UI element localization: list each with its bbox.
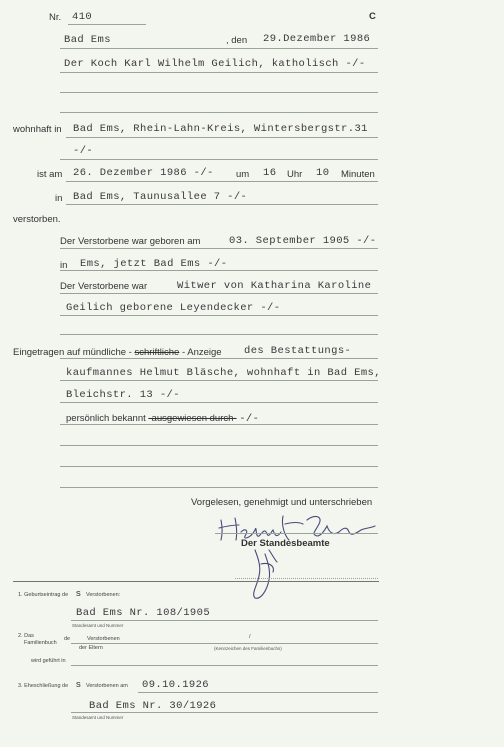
footer-birth-caption: Standesamt und Nummer [72, 623, 124, 628]
register-date: 29.Dezember 1986 [263, 33, 371, 45]
verstorben-label: verstorben. [13, 214, 61, 225]
uhr-label: Uhr [287, 169, 303, 180]
footer-wird-label: wird geführt in [31, 658, 66, 664]
birth-date: 03. September 1905 -/- [229, 235, 377, 247]
death-date: 26. Dezember 1986 -/- [73, 167, 214, 179]
status-line-2: Geilich geborene Leyendecker -/- [66, 302, 281, 314]
footer-marriage-entry: Bad Ems Nr. 30/1926 [89, 700, 217, 712]
footer-slash: / [249, 634, 251, 640]
footer-marriage-label: 3. Eheschließung de [18, 683, 69, 689]
footer-verstorbenen-label: Verstorbenen [87, 636, 120, 642]
report-prefix [13, 347, 222, 358]
status-label: Der Verstorbene war [60, 281, 148, 292]
footer-marriage-date: 09.10.1926 [142, 679, 210, 691]
status-line-1: Witwer von Katharina Karoline [177, 280, 372, 292]
known-label: persönlich bekannt [66, 413, 146, 424]
residence-label: wohnhaft in [13, 124, 62, 135]
footer-das-label: 2. Das [18, 633, 34, 639]
known-struck: -ausgewiesen durch- [148, 413, 237, 424]
den-label: , den [226, 35, 248, 46]
minuten-label: Minuten [341, 169, 375, 180]
official-title: Der Standesbeamte [241, 538, 330, 549]
ist-am-label: ist am [37, 169, 63, 180]
birth-in-label: in [60, 260, 68, 271]
nr-label: Nr. [49, 12, 62, 23]
report-suffix-text: - Anzeige [181, 347, 222, 358]
footer-marriage-suffix: Verstorbenen am [86, 683, 128, 689]
report-line-2: kaufmannes Helmut Bläsche, wohnhaft in Bad Ems, [66, 367, 381, 379]
corner-letter: C [369, 11, 376, 22]
residence-line-1: Bad Ems, Rhein-Lahn-Kreis, Wintersbergstr.31 [73, 123, 368, 135]
residence-line-2: -/- [73, 145, 94, 157]
closing-text: Vorgelesen, genehmigt und unterschrieben [191, 497, 373, 508]
footer-de-label: de [64, 636, 71, 642]
known-typed: -/- [239, 413, 260, 425]
um-label: um [236, 169, 250, 180]
footer-birth-entry: Bad Ems Nr. 108/1905 [76, 607, 211, 619]
birth-label: Der Verstorbene war geboren am [60, 236, 201, 247]
register-number: 410 [72, 11, 93, 23]
signature-scribble [215, 510, 385, 602]
report-prefix-text: Eingetragen auf mündliche - [13, 347, 132, 358]
footer-marriage-letter: s [76, 679, 81, 690]
death-hour: 16 [263, 167, 277, 179]
report-line-3: Bleichstr. 13 -/- [66, 389, 180, 401]
report-line-1: des Bestattungs- [244, 345, 352, 357]
footer-birth-label: 1. Geburtseintrag de [18, 592, 69, 598]
footer-familienbuch-caption: (Kennzeichen des Familienbuchs) [214, 646, 282, 651]
register-place: Bad Ems [64, 34, 111, 46]
deceased-name: Der Koch Karl Wilhelm Geilich, katholisch -/- [64, 58, 366, 70]
report-struck-text: schriftliche [134, 347, 180, 358]
birth-place: Ems, jetzt Bad Ems -/- [80, 258, 228, 270]
footer-familienbuch-label: Familienbuch [24, 640, 57, 646]
footer-birth-suffix: Verstorbenen: [86, 592, 121, 598]
footer-birth-letter: s [76, 588, 81, 599]
footer-marriage-caption: Standesamt und Nummer [72, 715, 124, 720]
death-minute: 10 [316, 167, 330, 179]
footer-eltern-label: der Eltern [79, 645, 103, 651]
death-place: Bad Ems, Taunusallee 7 -/- [73, 191, 248, 203]
death-in-label: in [55, 193, 63, 204]
